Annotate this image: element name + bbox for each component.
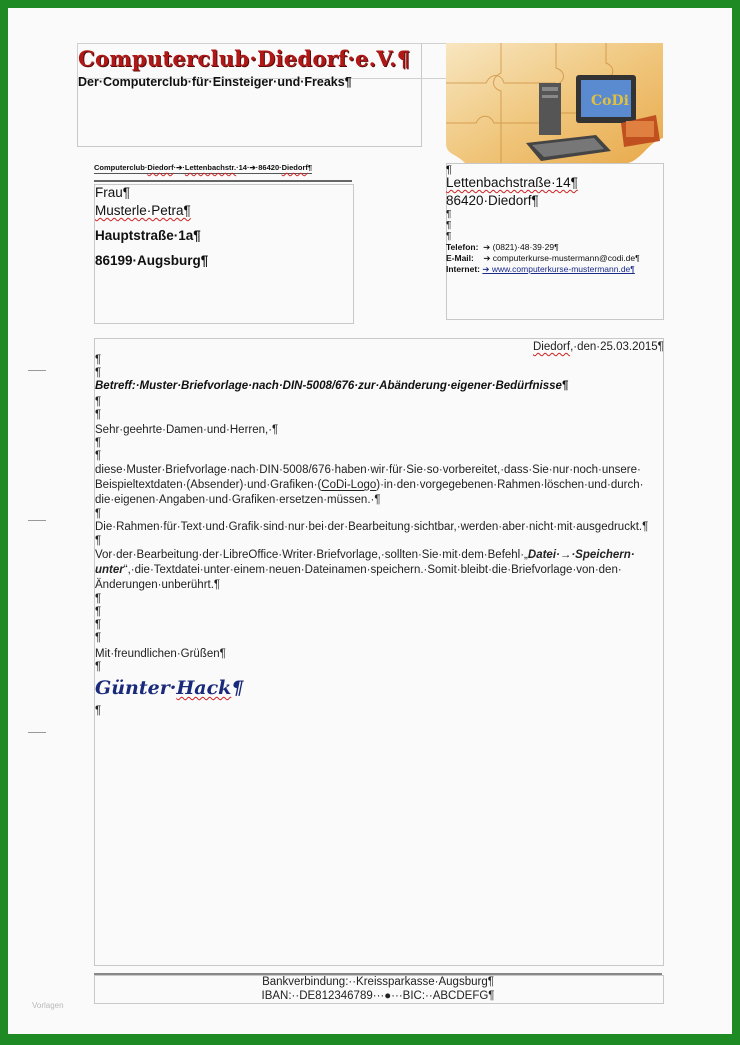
recipient-name: Musterle·Petra¶	[95, 203, 191, 218]
empty-paragraph: ¶	[95, 661, 102, 673]
empty-paragraph: ¶	[95, 367, 102, 379]
empty-paragraph: ¶	[95, 354, 102, 366]
recipient-city: 86199·Augsburg¶	[95, 253, 209, 268]
letter-greeting: Sehr·geehrte·Damen·und·Herren,·¶	[95, 424, 279, 436]
empty-paragraph: ¶	[95, 593, 102, 605]
contact-street: Lettenbachstraße·14¶	[446, 175, 578, 190]
paragraph-intro: diese·Muster·Briefvorlage·nach·DIN·5008/676·haben·wir·für·Sie·so·vorbereitet,·dass·Sie·nur·noch·unsere· Beispieltextdaten·(Absender)·und·Grafiken·(CoDi-Logo)·in·den·vorgegebenen·Rahmen·löschen·und·durch· die·eigenen·Angaben·und·Grafiken·ersetzen·müssen.·¶	[95, 464, 644, 506]
logo-text: CoDi	[591, 93, 629, 109]
document-page	[8, 8, 732, 1034]
paragraph-frames: Die·Rahmen·für·Text·und·Grafik·sind·nur·bei·der·Bearbeitung·sichtbar,·werden·aber·nicht·mit·ausgedruckt.¶	[95, 521, 649, 533]
empty-paragraph: ¶	[95, 705, 102, 717]
recipient-salutation: Frau¶	[95, 185, 131, 200]
letter-date: Diedorf,·den·25.03.2015¶	[533, 341, 664, 353]
sender-rule	[94, 180, 352, 182]
club-logo	[446, 43, 663, 164]
contact-blank: ¶	[446, 220, 452, 231]
empty-paragraph: ¶	[95, 396, 102, 408]
empty-paragraph: ¶	[95, 437, 102, 449]
signature: Günter·Hack¶	[95, 677, 244, 699]
empty-paragraph: ¶	[95, 409, 102, 421]
empty-paragraph: ¶	[95, 535, 102, 547]
puzzle-computer-logo-icon	[446, 43, 663, 164]
recipient-street: Hauptstraße·1a¶	[95, 228, 201, 243]
club-subtitle: Der·Computerclub·für·Einsteiger·und·Freaks¶	[78, 75, 352, 89]
empty-paragraph: ¶	[95, 606, 102, 618]
contact-blank: ¶	[446, 209, 452, 220]
contact-blank: ¶	[446, 231, 452, 242]
punch-mark	[28, 520, 46, 521]
contact-pilcrow: ¶	[446, 164, 452, 176]
contact-phone: Telefon: ➔ (0821)·48·39·29¶	[446, 242, 559, 252]
letter-closing: Mit·freundlichen·Grüßen¶	[95, 648, 226, 660]
website-link[interactable]: ➔ www.computerkurse-mustermann.de¶	[482, 264, 635, 274]
empty-paragraph: ¶	[95, 508, 102, 520]
letter-subject: Betreff:·Muster·Briefvorlage·nach·DIN-5008/676·zur·Abänderung·eigener·Bedürfnisse¶	[95, 380, 569, 392]
contact-web: Internet: ➔ www.computerkurse-mustermann.de¶	[446, 264, 635, 274]
fold-mark	[28, 370, 46, 371]
footer-bank: Bankverbindung:··Kreissparkasse·Augsburg¶	[262, 976, 494, 988]
empty-paragraph: ¶	[95, 632, 102, 644]
contact-email: E-Mail: ➔ computerkurse-mustermann@codi.de¶	[446, 253, 640, 263]
page-surface	[8, 8, 732, 1034]
paragraph-save: Vor·der·Bearbeitung·der·LibreOffice·Writer·Briefvorlage,·sollten·Sie·mit·dem·Befehl·„Datei·→·Speichern· unter“,·die·Textdatei·unter·einem·neuen·Dateinamen·speichern.·Somit·bleibt·die·Briefvorlage·von·den· Änderungen·unberührt.¶	[95, 549, 635, 591]
footer-iban: IBAN:··DE812346789···●···BIC:··ABCDEFG¶	[261, 990, 495, 1002]
club-title: Computerclub·Diedorf·e.V.¶	[78, 46, 411, 71]
empty-paragraph: ¶	[95, 619, 102, 631]
sender-line: Computerclub·Diedorf·➔·Lettenbachstr.·14·➔·86420·Diedorf¶	[94, 163, 313, 172]
empty-paragraph: ¶	[95, 450, 102, 462]
contact-city: 86420·Diedorf¶	[446, 193, 539, 208]
watermark: Vorlagen	[32, 1001, 64, 1010]
fold-mark	[28, 732, 46, 733]
